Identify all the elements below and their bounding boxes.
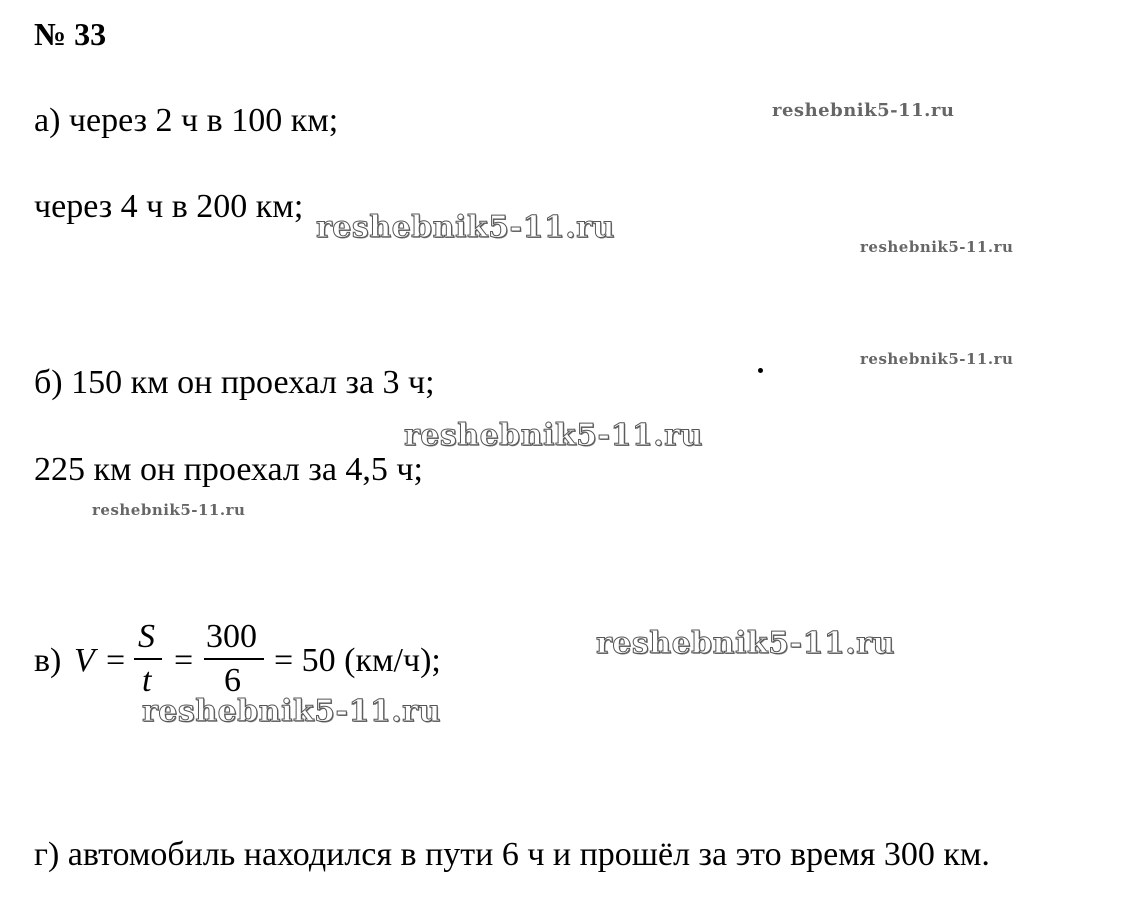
watermark: reshebnik5-11.ru — [596, 626, 895, 661]
watermark: reshebnik5-11.ru — [860, 350, 1014, 368]
formula-numerator-300: 300 — [206, 618, 257, 655]
formula-equals-2: = — [174, 642, 194, 679]
watermark: reshebnik5-11.ru — [404, 418, 703, 453]
formula-numerator-s: S — [138, 618, 155, 655]
answer-a-line-1: а) через 2 ч в 100 км; — [34, 102, 339, 139]
answer-a-line-2: через 4 ч в 200 км; — [34, 188, 304, 225]
watermark: reshebnik5-11.ru — [92, 501, 246, 519]
problem-number: № 33 — [34, 16, 107, 52]
watermark: reshebnik5-11.ru — [860, 238, 1014, 256]
formula-prefix: в) — [34, 642, 62, 679]
stray-dot — [758, 368, 763, 373]
fraction-bar-2 — [204, 658, 264, 660]
answer-b-line-2: 225 км он проехал за 4,5 ч; — [34, 451, 423, 488]
answer-b-line-1: б) 150 км он проехал за 3 ч; — [34, 364, 435, 401]
formula-result: = 50 (км/ч); — [274, 642, 441, 679]
formula-velocity-var: V — [74, 642, 95, 679]
formula-denominator-t: t — [142, 662, 152, 699]
formula-equals-1: = — [106, 642, 126, 679]
fraction-bar-1 — [134, 658, 162, 660]
watermark: reshebnik5-11.ru — [772, 100, 955, 121]
watermark: reshebnik5-11.ru — [316, 210, 615, 245]
formula-denominator-6: 6 — [224, 662, 241, 699]
answer-g-line: г) автомобиль находился в пути 6 ч и прошёл за это время 300 км. — [34, 836, 990, 873]
watermark: reshebnik5-11.ru — [142, 694, 441, 729]
